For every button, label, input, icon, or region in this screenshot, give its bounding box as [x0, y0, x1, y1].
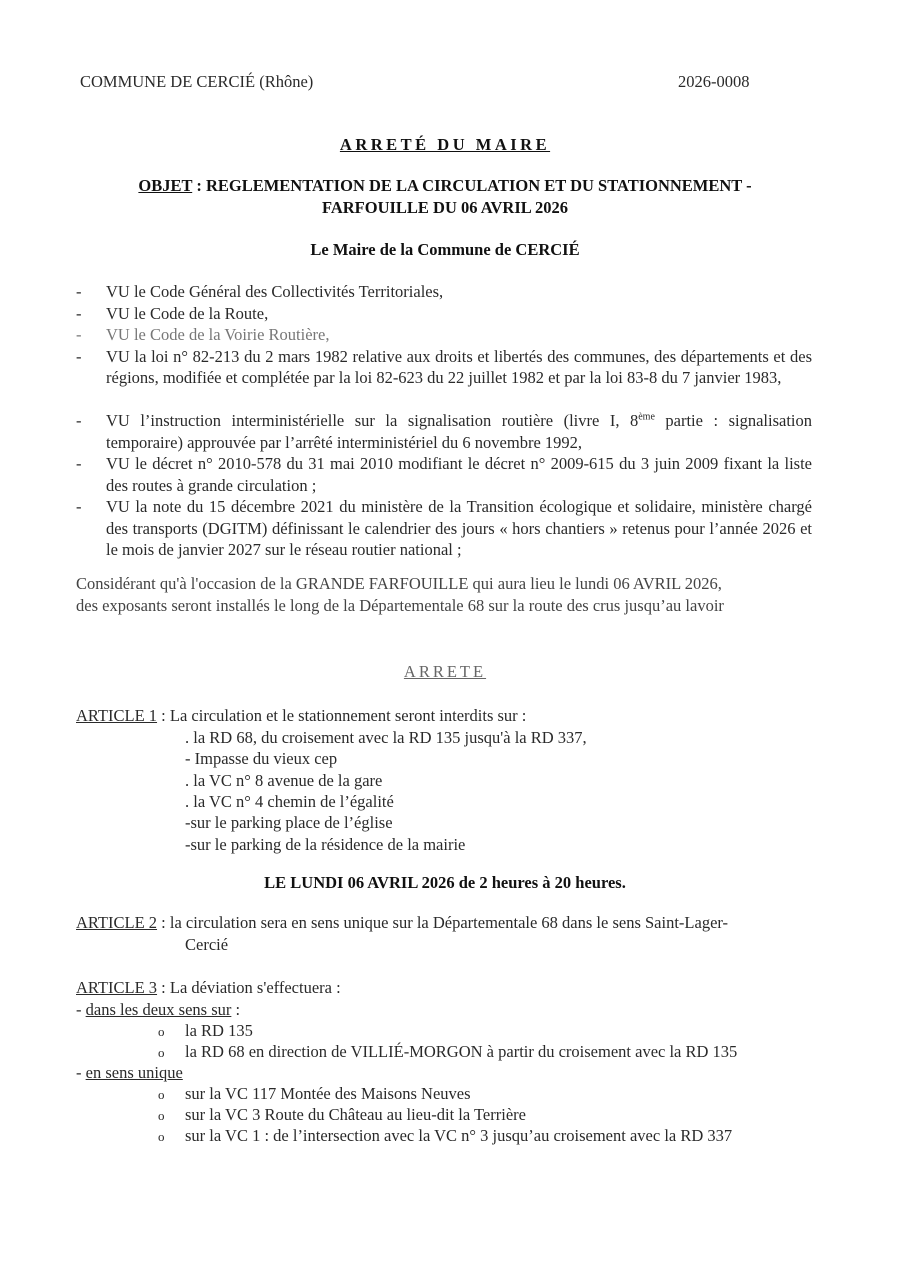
article1-item: . la VC n° 8 avenue de la gare: [185, 770, 383, 790]
vu-item: [76, 324, 812, 346]
objet-label: OBJET: [138, 176, 193, 195]
vu-text: VU l’instruction interministérielle sur la signalisation routière (livre I, 8ème partie : signalisation temporaire) approuvée par l’arrêté interministériel du 6 novembre 1992,: [106, 411, 812, 452]
article1-item: -sur le parking place de l’église: [185, 813, 393, 833]
deviation-item: sur la VC 117 Montée des Maisons Neuves: [185, 1084, 471, 1103]
article2-text: : la circulation sera en sens unique sur la Départementale 68 dans le sens Saint-Lager-: [157, 913, 729, 932]
article2-label: ARTICLE 2: [76, 913, 158, 932]
vu-text: VU la note du 15 décembre 2021 du ministère de la Transition écologique et solidaire, ministère chargé des transports (DGITM) définissant le calendrier des jours « hors chantiers » retenus pour l’année 2026 et le mois de janvier 2027 sur le réseau routier national ;: [106, 497, 812, 559]
group2-label: en sens unique: [85, 1063, 183, 1082]
circle-bullet-icon: o: [158, 1024, 165, 1039]
group2-heading: - en sens unique: [76, 1063, 183, 1082]
vu-item: [76, 303, 812, 325]
vu-item: [76, 410, 812, 453]
group1-label: dans les deux sens sur: [85, 1000, 232, 1019]
reference-number: 2026-0008: [678, 72, 750, 91]
deviation-item: la RD 135: [185, 1021, 253, 1040]
article1-text: : La circulation et le stationnement seront interdits sur :: [157, 706, 527, 725]
vu-item: [76, 346, 812, 389]
objet-text: : REGLEMENTATION DE LA CIRCULATION ET DU STATIONNEMENT -: [192, 176, 752, 195]
article1-label: ARTICLE 1: [76, 706, 158, 725]
group1-suffix: :: [231, 1000, 241, 1019]
vu-item: [76, 453, 812, 496]
maire-heading: Le Maire de la Commune de CERCIÉ: [310, 240, 580, 259]
objet-line1: [0, 175, 890, 197]
deviation-item: la RD 68 en direction de VILLIÉ-MORGON à partir du croisement avec la RD 135: [185, 1042, 738, 1062]
article2-line1: [76, 912, 728, 934]
vu-text: VU la loi n° 82-213 du 2 mars 1982 relative aux droits et libertés des communes, des départements et des régions, modifiée et complétée par la loi 82-623 du 22 juillet 1982 et par la loi 83-8 du 7 janvier 1983,: [106, 346, 812, 387]
article3-label: ARTICLE 3: [76, 978, 158, 997]
considerant-line1: Considérant qu'à l'occasion de la GRANDE FARFOUILLE qui aura lieu le lundi 06 AVRIL 2026,: [76, 574, 722, 593]
article3-text: : La déviation s'effectuera :: [157, 978, 341, 997]
group1-heading: - dans les deux sens sur :: [76, 1000, 241, 1019]
article1-intro: [76, 705, 526, 727]
article1-item: . la RD 68, du croisement avec la RD 135 jusqu'à la RD 337,: [185, 728, 587, 747]
vu-text: VU le Code de la Voirie Routière,: [106, 325, 330, 344]
arrete-heading: ARRETE: [403, 662, 487, 681]
circle-bullet-icon: o: [158, 1129, 165, 1145]
commune-header: COMMUNE DE CERCIÉ (Rhône): [80, 72, 314, 91]
dash-bullet: -: [76, 282, 82, 301]
dash-bullet: -: [76, 346, 82, 366]
vu-text: VU le Code Général des Collectivités Territoriales,: [106, 282, 444, 301]
objet-line2: FARFOUILLE DU 06 AVRIL 2026: [321, 198, 568, 217]
circle-bullet-icon: o: [158, 1108, 165, 1124]
article1-item: . la VC n° 4 chemin de l’égalité: [185, 791, 394, 811]
considerant-line2: des exposants seront installés le long de la Départementale 68 sur la route des crus jusqu’au lavoir: [76, 596, 724, 615]
vu-text: VU le Code de la Route,: [106, 303, 269, 323]
circle-bullet-icon: o: [158, 1087, 165, 1102]
date-line: LE LUNDI 06 AVRIL 2026 de 2 heures à 20 heures.: [264, 873, 626, 892]
deviation-item: sur la VC 3 Route du Château au lieu-dit la Terrière: [185, 1105, 526, 1125]
dash-bullet: -: [76, 303, 82, 323]
dash-bullet: -: [76, 454, 82, 473]
article2-line2: Cercié: [185, 935, 229, 954]
article3-intro: [76, 977, 341, 999]
vu-item: [76, 281, 812, 303]
vu-text: VU le décret n° 2010-578 du 31 mai 2010 modifiant le décret n° 2009-615 du 3 juin 2009 fixant la liste des routes à grande circulation ;: [106, 454, 812, 495]
article1-item: -sur le parking de la résidence de la mairie: [185, 834, 466, 854]
document-title: ARRETÉ DU MAIRE: [339, 135, 551, 154]
article1-item: - Impasse du vieux cep: [185, 749, 338, 769]
deviation-item: sur la VC 1 : de l’intersection avec la VC n° 3 jusqu’au croisement avec la RD 337: [185, 1126, 733, 1146]
dash-bullet: -: [76, 325, 82, 344]
dash-bullet: -: [76, 497, 82, 516]
vu-item: [76, 496, 812, 561]
dash-bullet: -: [76, 411, 82, 430]
circle-bullet-icon: o: [158, 1045, 165, 1061]
